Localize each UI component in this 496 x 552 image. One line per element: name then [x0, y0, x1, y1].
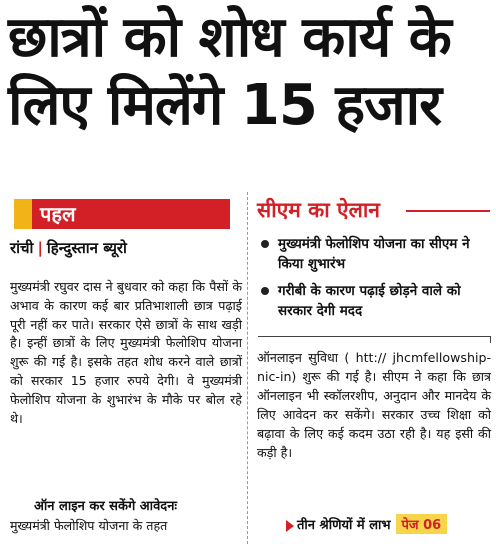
right-paragraph: ऑनलाइन सुविधा ( htt:// jhcmfellowship-nic-in) शुरू की गई है। सीएम ने कहा कि छात्र ऑनलाइन भी स्कॉलरशीप, अनुदान और मानदेय के लिए आवेदन कर सकेंगे। सरकार उच्च शिक्षा को बढ़ावा के लिए कई कदम उठा रही है। यह इसी की कड़ी है। — [257, 350, 491, 460]
continued-reference — [286, 514, 447, 536]
online-apply-subhead: ऑन लाइन कर सकेंगे आवेदनः — [34, 499, 178, 514]
byline-separator: | — [37, 239, 43, 257]
highlight-item — [258, 281, 492, 321]
arrow-right-icon — [286, 520, 294, 532]
left-paragraph: मुख्यमंत्री रघुवर दास ने बुधवार को कहा कि पैसों के अभाव के कारण कई बार प्रतिभाशाली छात्र पढ़ाई पूरी नहीं कर पाते। सरकार ऐसे छात्रों के साथ खड़ी है। इन्हीं छात्रों के लिए मुख्यमंत्री फेलोशिप योजना शुरू की गई है। इसके तहत शोध करने वाले छात्रों को सरकार 15 हजार रुपये देगी। वे मुख्यमंत्री फेलोशिप योजना के शुभारंभ के मौके पर बोल रहे थे। — [10, 279, 242, 426]
highlight-text: मुख्यमंत्री फेलोशिप योजना का सीएम ने किया शुभारंभ — [278, 236, 470, 272]
cm-announcement-heading: सीएम का ऐलान — [257, 198, 380, 222]
byline-city: रांची — [10, 239, 34, 257]
highlight-text: गरीबी के कारण पढ़ाई छोड़ने वाले को सरकार देगी मदद — [278, 283, 461, 319]
bullet-icon — [261, 287, 269, 295]
highlights-list — [258, 234, 492, 328]
left-continuation-line: मुख्यमंत्री फेलोशिप योजना के तहत — [10, 518, 168, 533]
highlight-item — [258, 234, 492, 274]
continued-label: तीन श्रेणियों में लाभ — [297, 518, 391, 533]
bullet-icon — [261, 240, 269, 248]
section-tag — [14, 199, 230, 229]
headline-line-1: छात्रों को शोध कार्य के — [8, 5, 451, 70]
tag-accent — [14, 199, 32, 229]
column-divider — [247, 192, 248, 544]
headline — [8, 4, 492, 140]
left-column-body — [10, 278, 242, 428]
right-column-body — [257, 348, 491, 462]
page-badge: पेज 06 — [396, 514, 448, 534]
tag-label: पहल — [40, 202, 76, 226]
headline-line-2: लिए मिलेंगे 15 हजार — [8, 73, 442, 138]
heading-rule — [406, 210, 490, 212]
byline — [10, 238, 127, 258]
byline-source: हिन्दुस्तान ब्यूरो — [46, 239, 127, 257]
box-corner-rule — [258, 336, 491, 343]
